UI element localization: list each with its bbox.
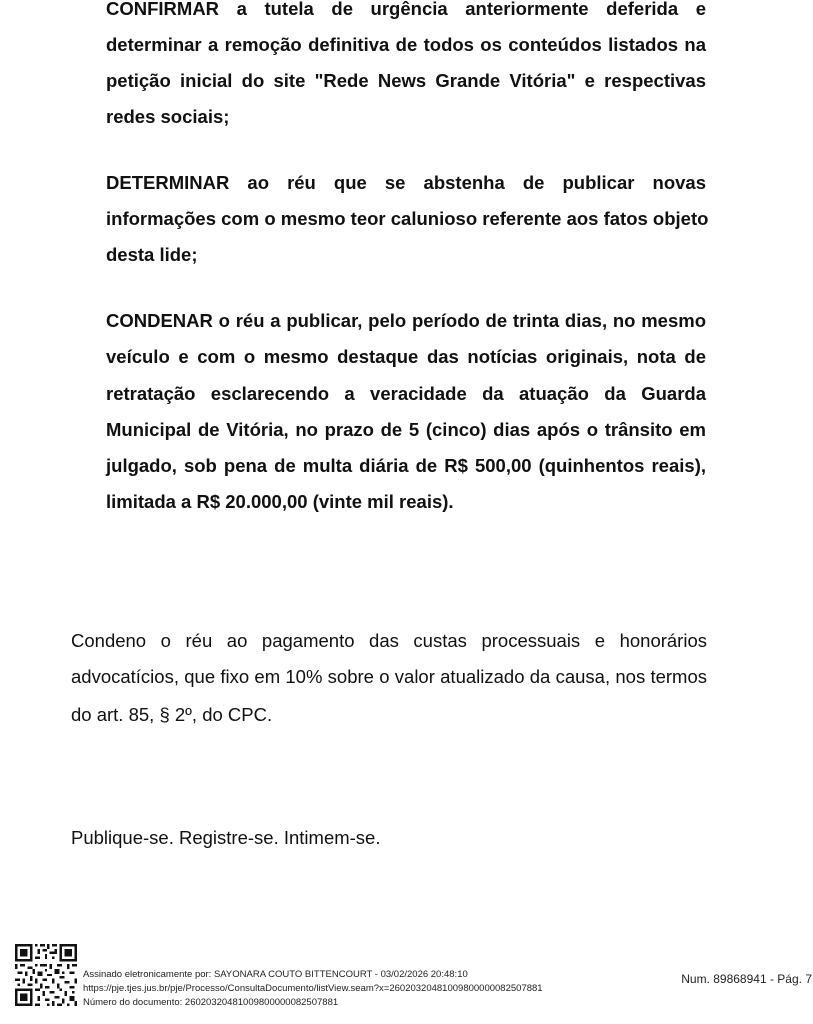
decision-p1-line3: petição inicial do site "Rede News Grande Vitória" e respectivas: [106, 70, 706, 91]
qr-code-icon: [15, 944, 77, 1006]
decision-p3-line5: julgado, sob pena de multa diária de R$ 500,00 (quinhentos reais),: [106, 455, 706, 476]
footer-url[interactable]: https://pje.tjes.jus.br/pje/Processo/ConsultaDocumento/listView.seam?x=26020320481009800000082507881: [83, 983, 543, 994]
closing-text: Publique-se. Registre-se. Intimem-se.: [71, 827, 381, 848]
decision-p3-line2: veículo e com o mesmo destaque das notícias originais, nota de: [106, 346, 706, 367]
decision-p3-line6: limitada a R$ 20.000,00 (vinte mil reais).: [106, 491, 454, 512]
decision-p1-line2: determinar a remoção definitiva de todos os conteúdos listados na: [106, 34, 706, 55]
decision-p1-line1: CONFIRMAR a tutela de urgência anteriormente deferida e: [106, 0, 706, 19]
page-number: Num. 89868941 - Pág. 7: [681, 972, 812, 986]
decision-p3-line1: CONDENAR o réu a publicar, pelo período de trinta dias, no mesmo: [106, 310, 706, 331]
decision-p2-line3: desta lide;: [106, 244, 198, 265]
footer-signed-by: Assinado eletronicamente por: SAYONARA COUTO BITTENCOURT - 03/02/2026 20:48:10: [83, 969, 468, 980]
decision-p3-line3: retratação esclarecendo a veracidade da atuação da Guarda: [106, 383, 706, 404]
decision-p3-line4: Municipal de Vitória, no prazo de 5 (cinco) dias após o trânsito em: [106, 419, 706, 440]
costs-line1: Condeno o réu ao pagamento das custas processuais e honorários: [71, 630, 707, 651]
costs-line3: do art. 85, § 2º, do CPC.: [71, 704, 273, 725]
footer-doc-number: Número do documento: 26020320481009800000082507881: [83, 997, 339, 1008]
decision-p2-line2: informações com o mesmo teor calunioso referente aos fatos objeto: [106, 208, 709, 229]
costs-line2: advocatícios, que fixo em 10% sobre o valor atualizado da causa, nos termos: [71, 666, 707, 687]
decision-p2-line1: DETERMINAR ao réu que se abstenha de publicar novas: [106, 172, 706, 193]
decision-p1-line4: redes sociais;: [106, 106, 230, 127]
